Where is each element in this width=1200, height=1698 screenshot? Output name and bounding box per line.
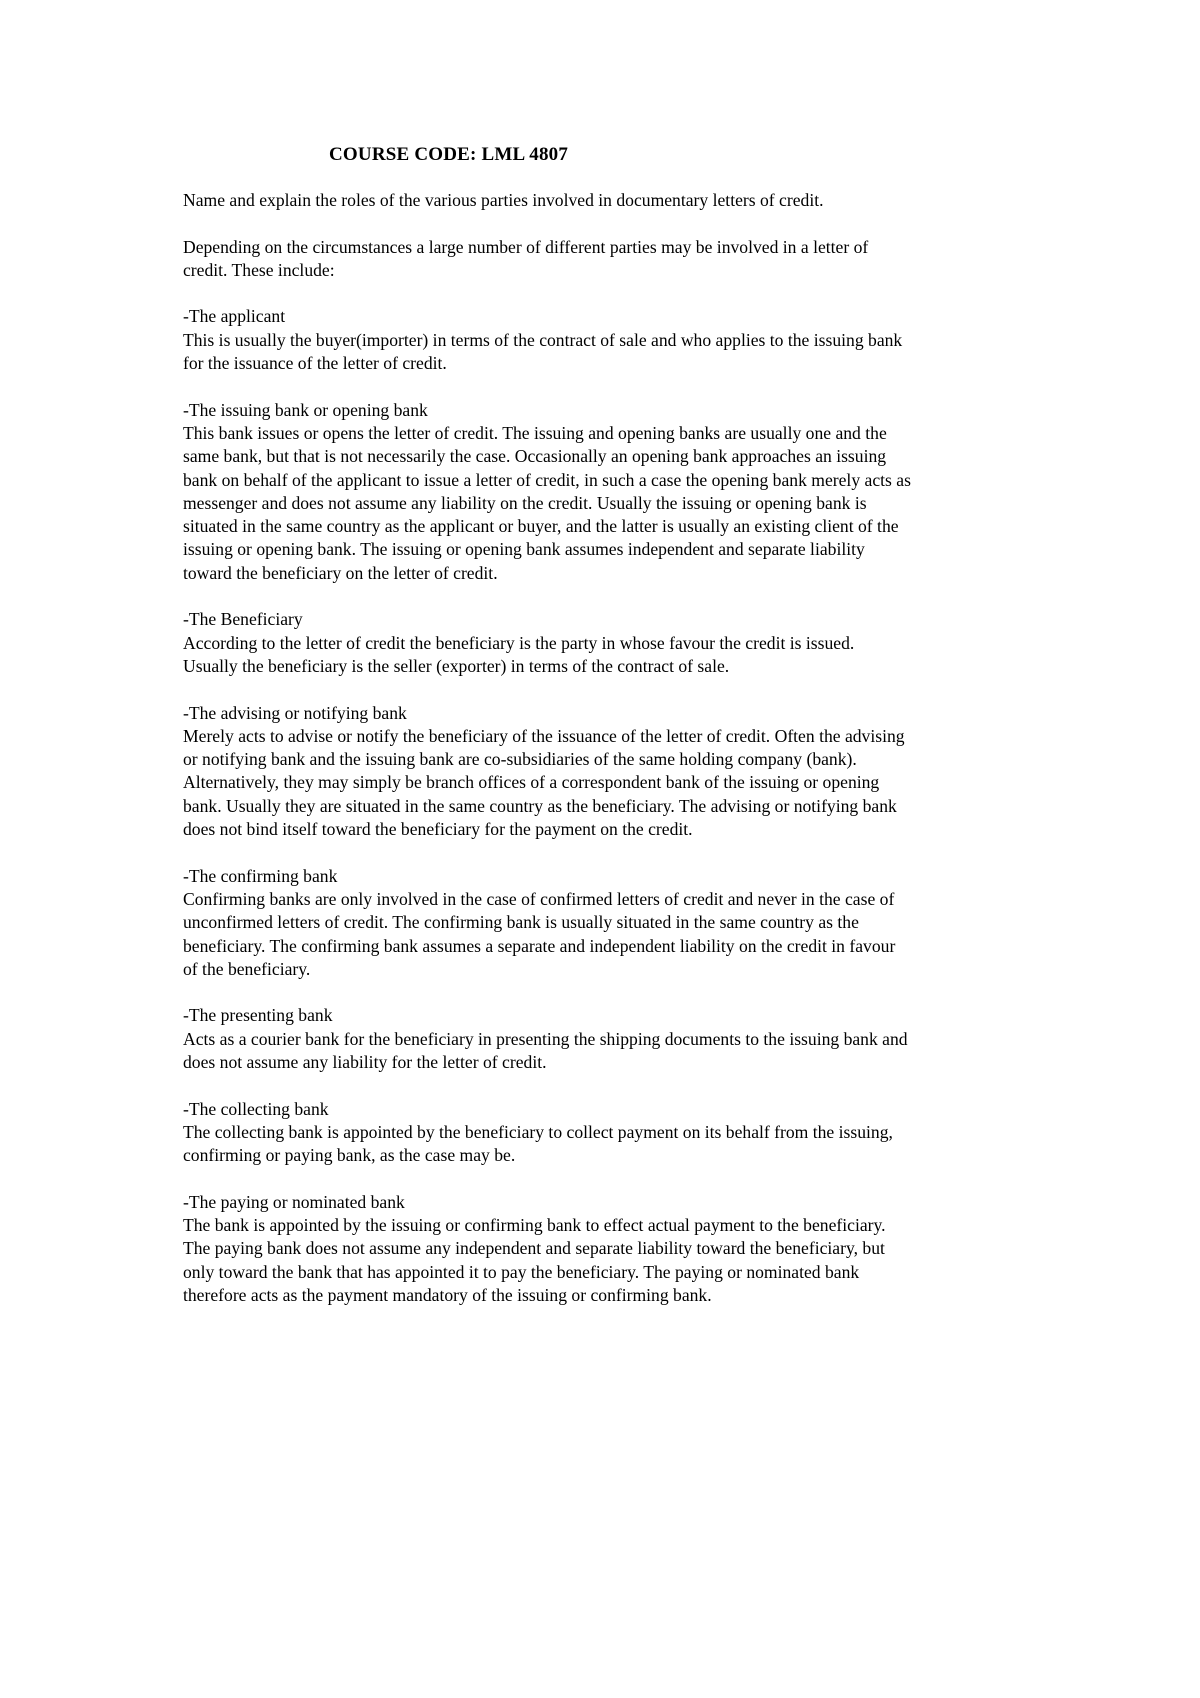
- course-code-heading: COURSE CODE: LML 4807: [329, 144, 569, 165]
- section-line: Alternatively, they may simply be branch offices of a correspondent bank of the issuing or opening: [183, 772, 880, 793]
- intro-line: Depending on the circumstances a large number of different parties may be involved in a letter of: [183, 236, 869, 257]
- section-line: Usually the beneficiary is the seller (exporter) in terms of the contract of sale.: [183, 655, 730, 676]
- section-line: The bank is appointed by the issuing or confirming bank to effect actual payment to the beneficiary.: [183, 1215, 886, 1236]
- section-line: confirming or paying bank, as the case may be.: [183, 1145, 516, 1166]
- section-title: -The applicant: [183, 306, 286, 327]
- section-title: -The issuing bank or opening bank: [183, 399, 428, 420]
- section-title: -The Beneficiary: [183, 609, 303, 630]
- section-line: situated in the same country as the applicant or buyer, and the latter is usually an existing client of the: [183, 516, 899, 537]
- section-title: -The confirming bank: [183, 865, 338, 886]
- section-line: only toward the bank that has appointed it to pay the beneficiary. The paying or nominated bank: [183, 1261, 860, 1282]
- section-title: -The presenting bank: [183, 1005, 333, 1026]
- section-presenting-bank: [183, 1004, 1033, 1074]
- document-body: [183, 189, 1033, 1331]
- section-line: therefore acts as the payment mandatory of the issuing or confirming bank.: [183, 1284, 712, 1305]
- section-line: The paying bank does not assume any independent and separate liability toward the beneficiary, but: [183, 1238, 885, 1259]
- section-advising-bank: [183, 702, 1033, 842]
- section-applicant: [183, 305, 1033, 375]
- section-issuing-bank: [183, 399, 1033, 585]
- section-line: According to the letter of credit the beneficiary is the party in whose favour the credit is issued.: [183, 632, 855, 653]
- section-line: This is usually the buyer(importer) in terms of the contract of sale and who applies to the issuing bank: [183, 329, 903, 350]
- section-line: same bank, but that is not necessarily the case. Occasionally an opening bank approaches an issuing: [183, 446, 887, 467]
- section-title: -The paying or nominated bank: [183, 1191, 405, 1212]
- section-line: bank. Usually they are situated in the same country as the beneficiary. The advising or notifying bank: [183, 795, 897, 816]
- section-line: does not assume any liability for the letter of credit.: [183, 1051, 547, 1072]
- section-line: This bank issues or opens the letter of credit. The issuing and opening banks are usually one and the: [183, 422, 887, 443]
- section-collecting-bank: [183, 1098, 1033, 1168]
- section-line: issuing or opening bank. The issuing or opening bank assumes independent and separate liability: [183, 539, 865, 560]
- section-line: of the beneficiary.: [183, 958, 311, 979]
- section-line: Acts as a courier bank for the beneficiary in presenting the shipping documents to the issuing bank and: [183, 1028, 908, 1049]
- section-line: The collecting bank is appointed by the beneficiary to collect payment on its behalf from the issuing,: [183, 1121, 893, 1142]
- section-line: for the issuance of the letter of credit.: [183, 353, 447, 374]
- section-line: bank on behalf of the applicant to issue a letter of credit, in such a case the opening bank merely acts as: [183, 469, 911, 490]
- section-beneficiary: [183, 608, 1033, 678]
- intro-paragraph: [183, 236, 1033, 283]
- question-line: Name and explain the roles of the various parties involved in documentary letters of credit.: [183, 190, 824, 210]
- section-line: Confirming banks are only involved in the case of confirmed letters of credit and never in the case of: [183, 888, 895, 909]
- section-line: toward the beneficiary on the letter of credit.: [183, 562, 498, 583]
- section-title: -The advising or notifying bank: [183, 702, 407, 723]
- section-line: Merely acts to advise or notify the beneficiary of the issuance of the letter of credit. Often the advising: [183, 725, 905, 746]
- section-title: -The collecting bank: [183, 1098, 329, 1119]
- section-line: beneficiary. The confirming bank assumes a separate and independent liability on the credit in favour: [183, 935, 896, 956]
- section-line: messenger and does not assume any liability on the credit. Usually the issuing or opening bank is: [183, 492, 867, 513]
- section-line: unconfirmed letters of credit. The confirming bank is usually situated in the same country as the: [183, 912, 859, 933]
- intro-line: credit. These include:: [183, 259, 335, 280]
- question-paragraph: [183, 189, 1033, 212]
- section-line: or notifying bank and the issuing bank are co-subsidiaries of the same holding company (bank).: [183, 749, 857, 770]
- section-confirming-bank: [183, 865, 1033, 981]
- section-line: does not bind itself toward the beneficiary for the payment on the credit.: [183, 819, 693, 840]
- section-paying-bank: [183, 1191, 1033, 1307]
